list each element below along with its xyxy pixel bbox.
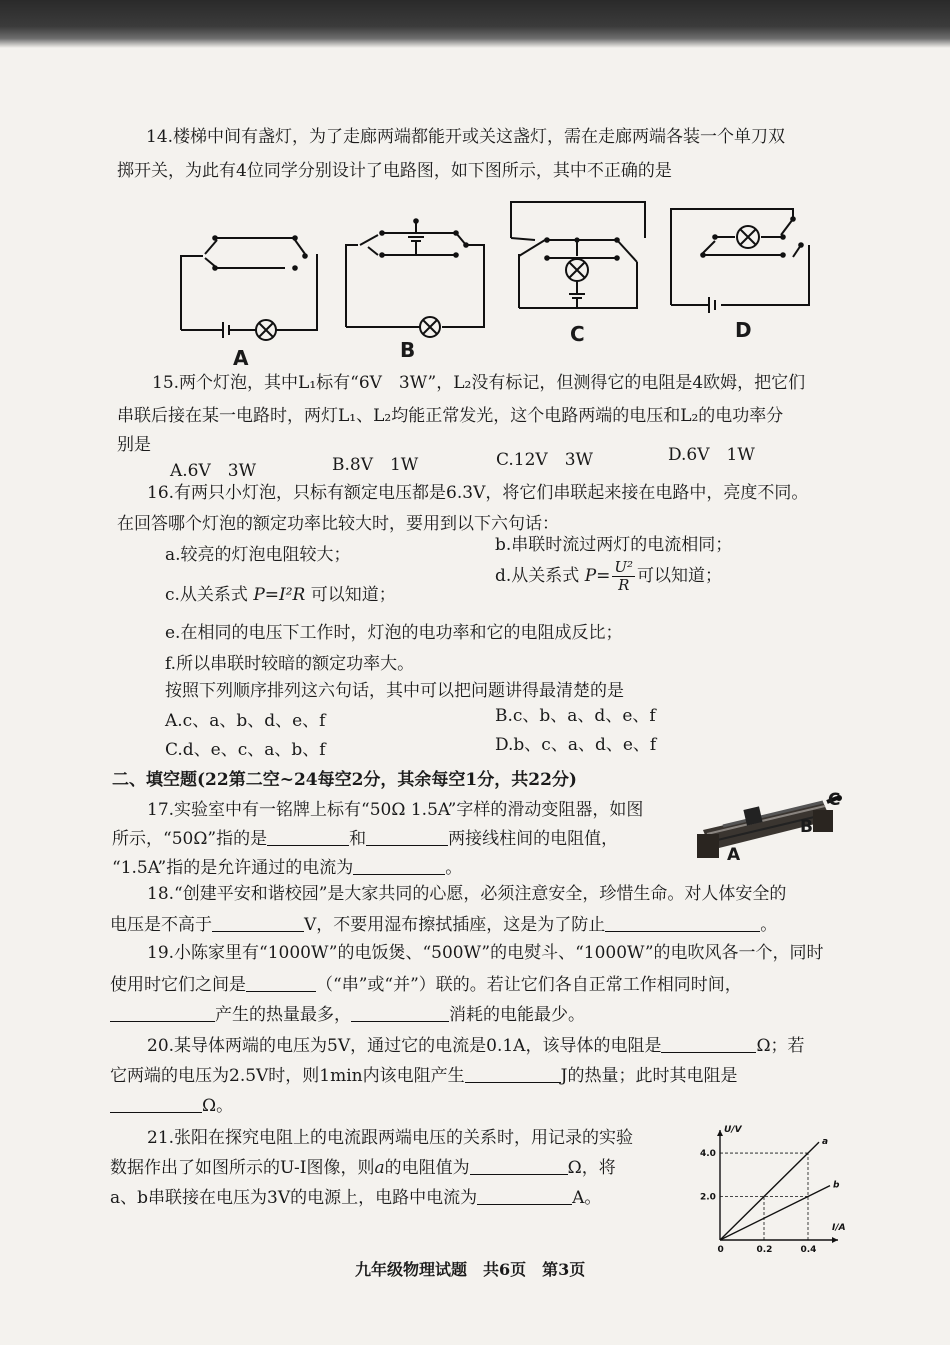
- q16-sentence-c: c.从关系式 P=I²R 可以知道；: [165, 585, 396, 605]
- q15-line2: 串联后接在某一电路时，两灯L₁、L₂均能正常发光，这个电路两端的电压和L₂的电功率分: [117, 406, 784, 426]
- q16-option-d[interactable]: D.b、c、a、d、e、f: [495, 735, 657, 755]
- x-tick-label: 0.4: [800, 1245, 817, 1255]
- formula-fraction: $\frac{\text{U²}}{R}$: [614, 558, 634, 594]
- q14-line2: 掷开关，为此有4位同学分别设计了电路图，如下图所示，其中不正确的是: [117, 161, 672, 181]
- q19-blank-2[interactable]: [110, 1007, 215, 1022]
- q17-line2: 所示，“50Ω”指的是 和 两接线柱间的电阻值，: [112, 829, 619, 849]
- q19-blank-3[interactable]: [351, 1007, 449, 1022]
- q16-sentence-d: d.从关系式 P= $\frac{\text{U²}}{R}$ 可以知道；: [495, 558, 723, 594]
- q16-option-a[interactable]: A.c、a、b、d、e、f: [165, 711, 326, 731]
- series-line-a: [720, 1142, 819, 1240]
- q19-line2: 使用时它们之间是 （“串”或“并”）联的。若让它们各自正常工作相同时间，: [110, 975, 742, 995]
- label-b: B: [400, 338, 416, 362]
- label-d: D: [735, 318, 752, 342]
- series-line-b: [720, 1186, 830, 1240]
- q20-blank-3[interactable]: [110, 1098, 202, 1113]
- q20-blank-2[interactable]: [465, 1068, 561, 1083]
- circuit-diagram-a: [175, 228, 330, 348]
- q16-option-c[interactable]: C.d、e、c、a、b、f: [165, 740, 326, 760]
- q21-line2: 数据作出了如图所示的U-I图像，则a的电阻值为 Ω，将: [110, 1158, 616, 1178]
- y-axis-arrow: [717, 1130, 723, 1136]
- q21-blank-2[interactable]: [477, 1190, 572, 1205]
- q21-blank-1[interactable]: [470, 1160, 568, 1175]
- q16-line1: 16.有两只小灯泡，只标有额定电压都是6.3V，将它们串联起来接在电路中，亮度不同。: [147, 483, 809, 503]
- q16-sentence-e: e.在相同的电压下工作时，灯泡的电功率和它的电阻成反比；: [165, 623, 623, 643]
- q19-line3: 产生的热量最多， 消耗的电能最少。: [110, 1007, 585, 1024]
- series-label-a: a: [822, 1137, 829, 1148]
- q18-line2: 电压是不高于 V，不要用湿布擦拭插座，这是为了防止 。: [110, 915, 778, 935]
- q21-line1: 21.张阳在探究电阻上的电流跟两端电压的关系时，用记录的实验: [147, 1128, 634, 1148]
- terminal-b-label: B: [800, 817, 813, 837]
- scan-dark-edge: [0, 0, 950, 48]
- q21-line3: a、b串联接在电压为3V的电源上，电路中电流为 A。: [110, 1188, 602, 1208]
- q15-option-a[interactable]: A.6V 3W: [170, 461, 257, 481]
- page-footer: 九年级物理试题 共6页 第3页: [355, 1260, 586, 1279]
- circuit-diagram-c: [505, 198, 655, 323]
- q20-line1: 20.某导体两端的电压为5V，通过它的电流是0.1A，该导体的电阻是 Ω；若: [147, 1036, 805, 1056]
- section-2-heading: 二、填空题(22第二空~24每空2分，其余每空1分，共22分): [112, 770, 577, 790]
- q17-line3: “1.5A”指的是允许通过的电流为 。: [112, 858, 463, 878]
- q15-option-c[interactable]: C.12V 3W: [496, 450, 594, 470]
- q16-ask: 按照下列顺序排列这六句话，其中可以把问题讲得最清楚的是: [165, 681, 624, 701]
- q16-sentence-f: f.所以串联时较暗的额定功率大。: [165, 654, 415, 674]
- x-tick-label: 0.2: [756, 1245, 773, 1255]
- q17-blank-3[interactable]: [353, 860, 445, 875]
- label-c: C: [570, 322, 585, 346]
- q19-blank-1[interactable]: [246, 977, 316, 992]
- x-axis-label: I/A: [832, 1223, 846, 1233]
- q16-sentence-a: a.较亮的灯泡电阻较大；: [165, 545, 351, 565]
- q15-line1: 15.两个灯泡，其中L₁标有“6V 3W”，L₂没有标记，但测得它的电阻是4欧姆，把它们: [152, 373, 806, 393]
- q15-option-d[interactable]: D.6V 1W: [668, 445, 755, 465]
- circuit-diagram-b: [340, 215, 500, 345]
- q19-line1: 19.小陈家里有“1000W”的电饭煲、“500W”的电熨斗、“1000W”的电吹风各一个，同时: [147, 943, 824, 963]
- q16-sentence-b: b.串联时流过两灯的电流相同；: [495, 535, 733, 555]
- q14-line1: 14.楼梯中间有盏灯，为了走廊两端都能开或关这盏灯，需在走廊两端各装一个单刀双: [146, 127, 786, 147]
- q15-line3: 别是: [117, 435, 151, 455]
- circuit-diagram-d: [665, 205, 825, 315]
- y-tick-label: 4.0: [700, 1149, 716, 1160]
- u-i-graph: [700, 1125, 850, 1260]
- q17-blank-1[interactable]: [267, 831, 349, 846]
- q17-line1: 17.实验室中有一铭牌上标有“50Ω 1.5A”字样的滑动变阻器，如图: [147, 800, 644, 820]
- q16-option-b[interactable]: B.c、b、a、d、e、f: [495, 706, 656, 726]
- q20-blank-1[interactable]: [661, 1038, 756, 1053]
- q18-line1: 18.“创建平安和谐校园”是大家共同的心愿，必须注意安全，珍惜生命。对人体安全的: [147, 884, 787, 904]
- label-a: A: [233, 346, 249, 370]
- q16-line2: 在回答哪个灯泡的额定功率比较大时，要用到以下六句话：: [117, 514, 559, 534]
- y-tick-label: 2.0: [700, 1192, 716, 1203]
- y-axis-label: U/V: [724, 1125, 742, 1135]
- q18-blank-2[interactable]: [605, 917, 760, 932]
- q20-line2: 它两端的电压为2.5V时，则1min内该电阻产生 J的热量；此时其电阻是: [110, 1066, 738, 1086]
- x-tick-label: 0: [717, 1245, 724, 1255]
- terminal-a-label: A: [727, 845, 741, 865]
- x-axis-arrow: [832, 1237, 838, 1243]
- q15-option-b[interactable]: B.8V 1W: [332, 455, 419, 475]
- series-label-b: b: [833, 1180, 840, 1191]
- q20-line3: Ω。: [110, 1098, 233, 1115]
- terminal-c-label: C: [828, 790, 841, 810]
- q18-blank-1[interactable]: [212, 917, 304, 932]
- q17-blank-2[interactable]: [366, 831, 448, 846]
